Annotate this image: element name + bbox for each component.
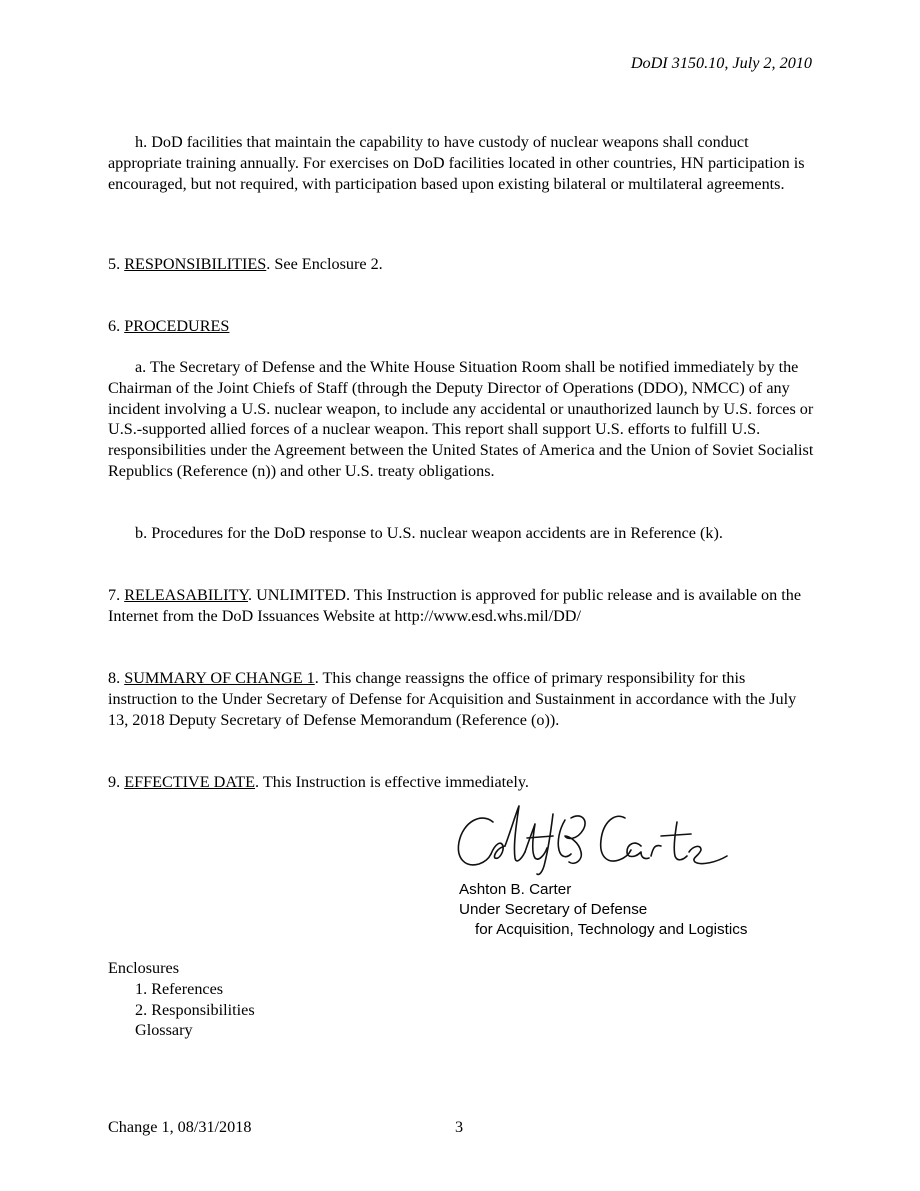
enclosure-item: Glossary xyxy=(135,1021,193,1040)
section-7-number: 7. xyxy=(108,586,125,604)
section-8-number: 8. xyxy=(108,669,125,687)
handwritten-signature xyxy=(455,800,740,880)
section-8 xyxy=(108,668,816,730)
section-5-title: RESPONSIBILITIES xyxy=(124,255,267,273)
paragraph-6a: a. The Secretary of Defense and the White House Situation Room shall be notified immediately by the Chairman of the Joint Chiefs of Staff (through the Deputy Director of Operations (DDO), NMCC) of any incident involving a U.S. nuclear weapon, to include any accidental or unauthorized launch by U.S. forces or U.S.-supported allied forces of a nuclear weapon. This report shall support U.S. efforts to fulfill U.S. responsibilities under the Agreement between the United States of America and the Union of Soviet Socialist Republics (Reference (n)) and other U.S. treaty obligations. xyxy=(108,358,814,480)
enclosures-heading: Enclosures xyxy=(108,959,180,977)
section-7-text: . UNLIMITED. This Instruction is approved for public release and is available on the Internet from the DoD Issuances Website at http://www.esd.whs.mil/DD/ xyxy=(108,586,802,625)
document-reference-header: DoDI 3150.10, July 2, 2010 xyxy=(630,54,812,72)
section-6-b xyxy=(108,523,816,544)
section-9-number: 9. xyxy=(108,773,125,791)
section-5 xyxy=(108,254,816,275)
section-6 xyxy=(108,316,816,337)
paragraph-h: h. DoD facilities that maintain the capability to have custody of nuclear weapons shall conduct appropriate training annually. For exercises on DoD facilities located in other countries, HN participation is encouraged, but not required, with participation based upon existing bilateral or multilateral agreements. xyxy=(108,133,805,193)
paragraph-6b: b. Procedures for the DoD response to U.S. nuclear weapon accidents are in Reference (k). xyxy=(135,524,723,542)
page-footer xyxy=(108,1117,816,1139)
section-9 xyxy=(108,772,816,793)
enclosure-item: 2. Responsibilities xyxy=(135,1000,255,1019)
body-content xyxy=(108,132,816,194)
section-6-number: 6. xyxy=(108,317,125,335)
section-7-title: RELEASABILITY xyxy=(124,586,248,604)
enclosure-item: 1. References xyxy=(135,979,224,998)
section-5-text: . See Enclosure 2. xyxy=(266,255,383,273)
enclosures-list xyxy=(108,958,255,1041)
page-number: 3 xyxy=(455,1118,464,1136)
signer-title-line-1: Under Secretary of Defense xyxy=(459,901,648,918)
section-8-title: SUMMARY OF CHANGE 1 xyxy=(124,669,315,687)
section-9-title: EFFECTIVE DATE xyxy=(124,773,256,791)
change-notice: Change 1, 08/31/2018 xyxy=(108,1118,252,1136)
section-7 xyxy=(108,585,816,627)
signer-name: Ashton B. Carter xyxy=(459,881,572,898)
section-9-text: . This Instruction is effective immediately. xyxy=(255,773,529,791)
section-6-a xyxy=(108,357,816,482)
section-5-number: 5. xyxy=(108,255,125,273)
section-6-title: PROCEDURES xyxy=(124,317,230,335)
signature-block xyxy=(455,800,785,940)
section-8-text: . This change reassigns the office of primary responsibility for this instruction to the Under Secretary of Defense for Acquisition and Sustainment in accordance with the July 13, 2018 Deputy Secretary of Defense Memorandum (Reference (o)). xyxy=(108,669,797,729)
signer-title-line-2: for Acquisition, Technology and Logistics xyxy=(475,921,748,938)
